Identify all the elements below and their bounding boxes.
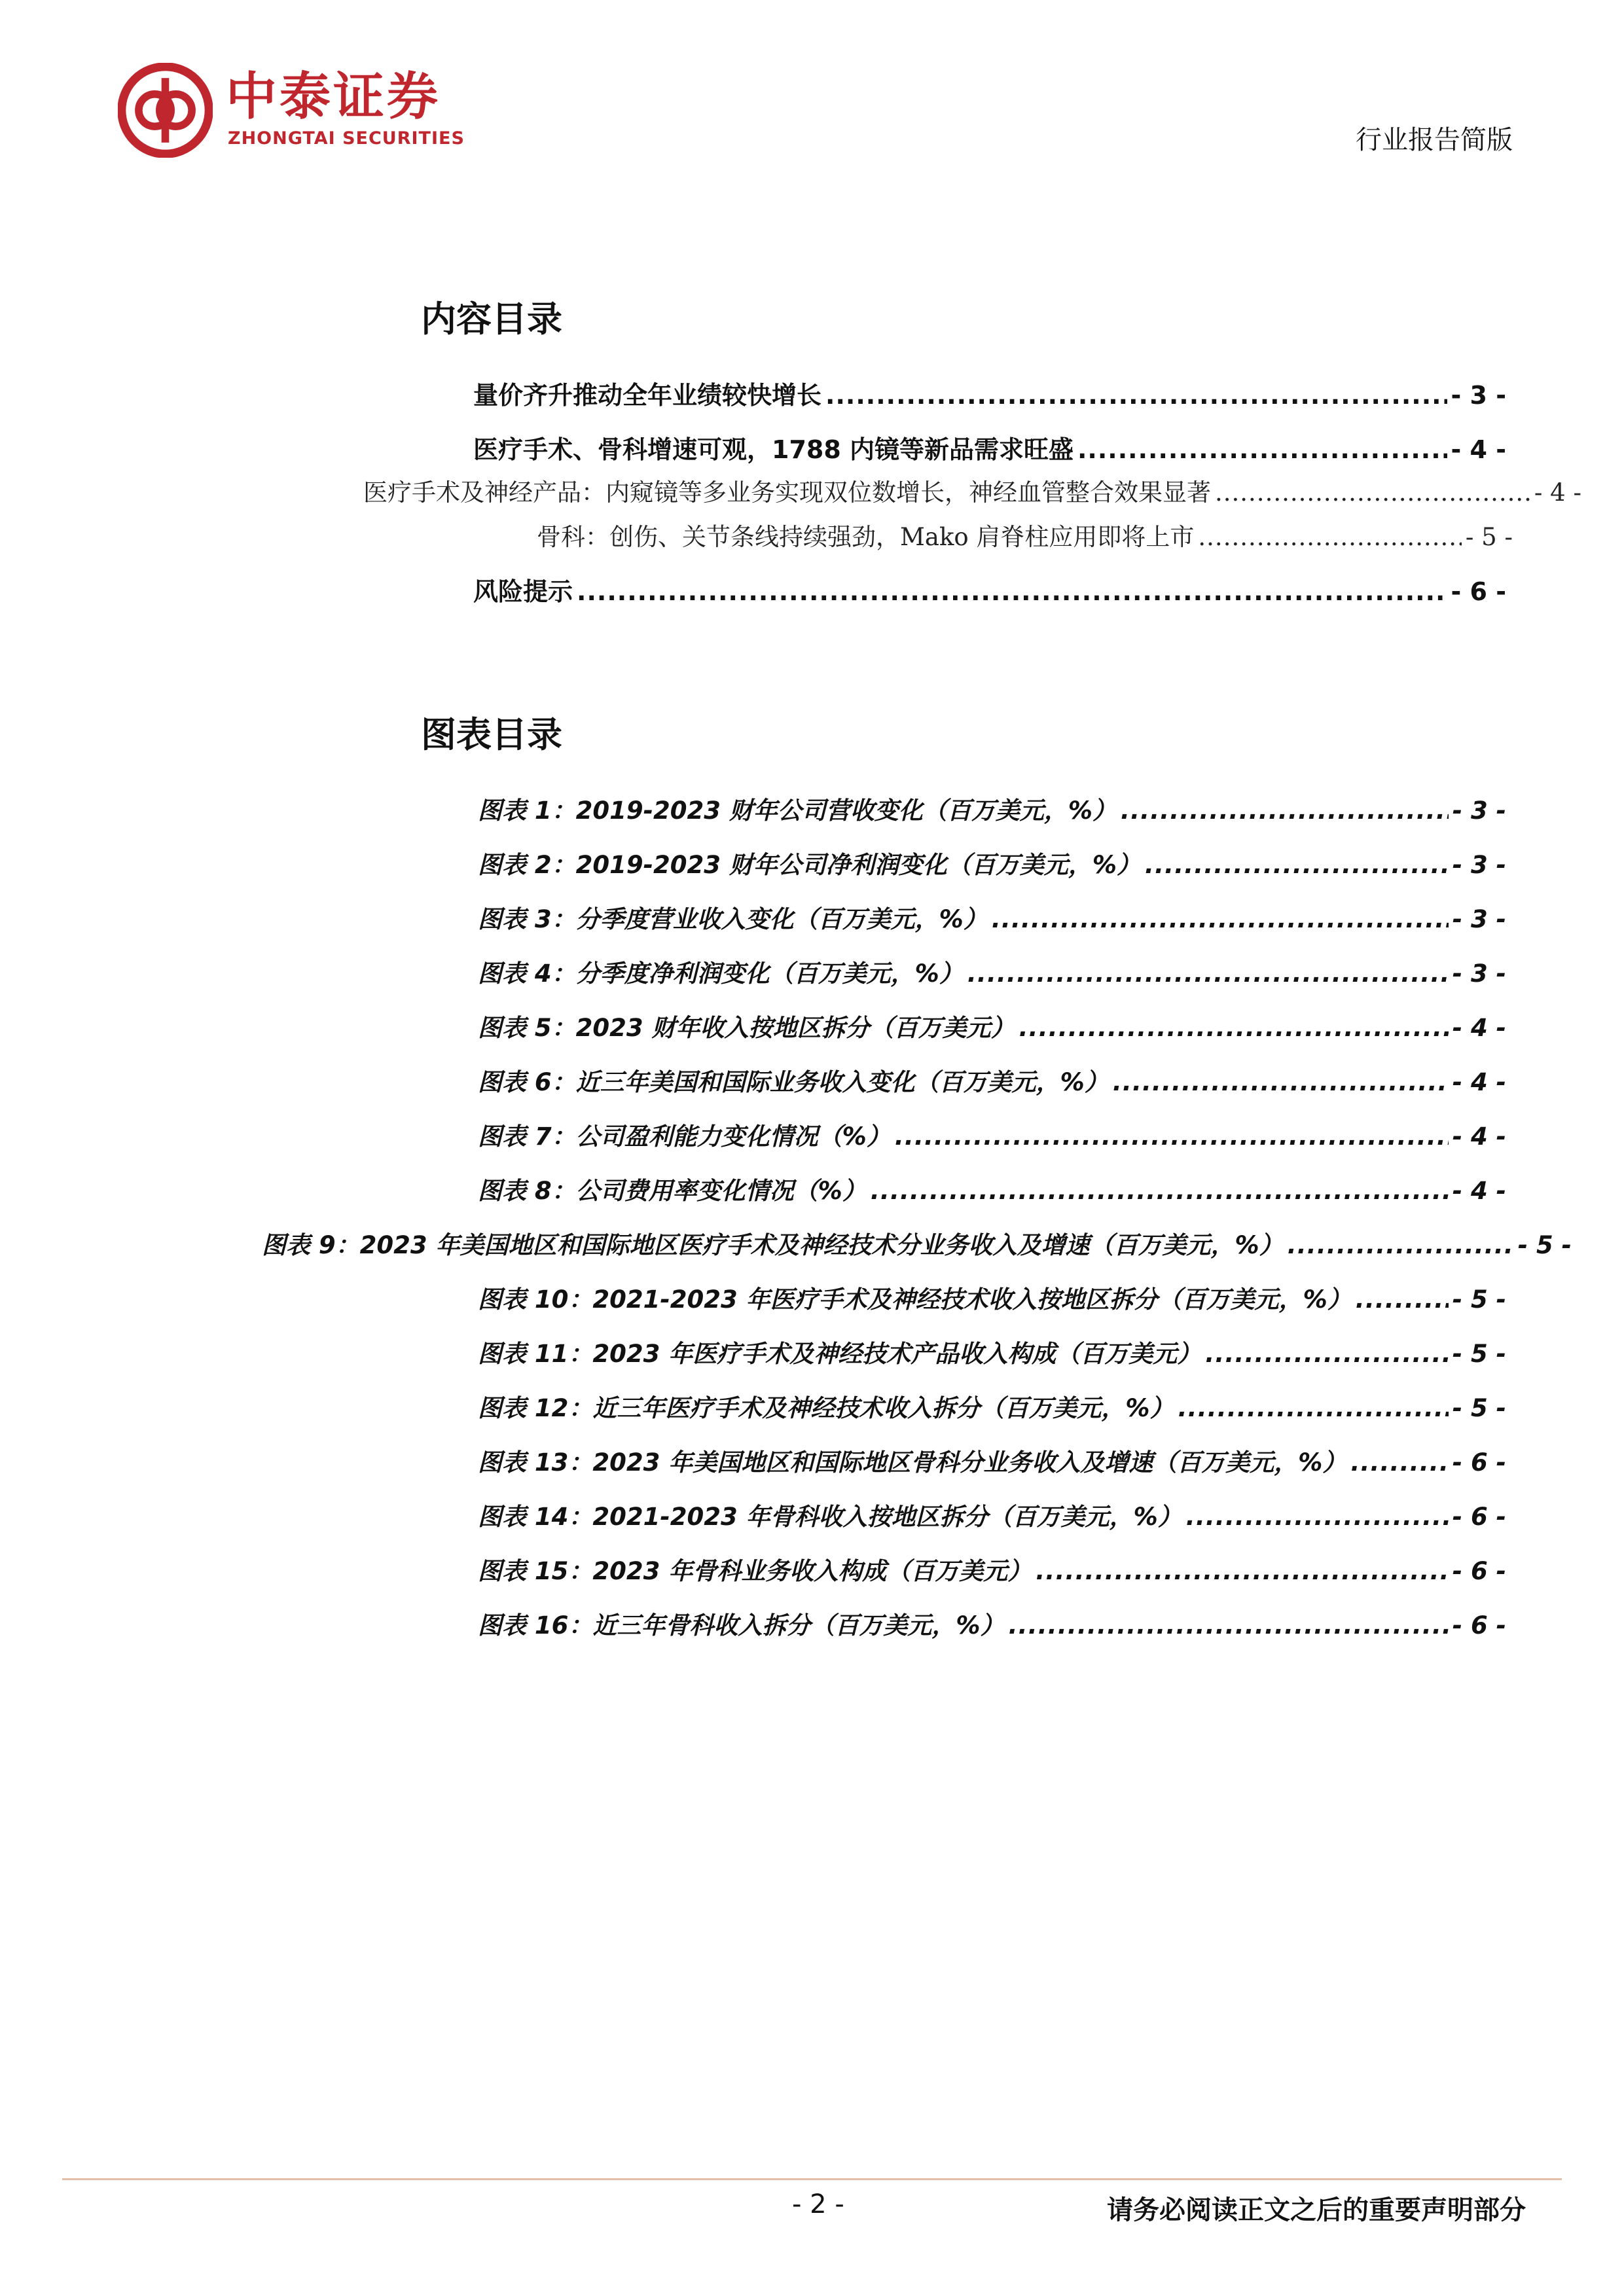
footer-disclaimer: 请务必阅读正文之后的重要声明部分 xyxy=(1107,2195,1526,2225)
figure-item-label: 图表 3：分季度营业收入变化（百万美元，%） xyxy=(478,905,988,933)
toc-item-page: - 3 - xyxy=(1451,381,1506,410)
toc-leader-dots xyxy=(871,1177,1449,1205)
figure-item[interactable] xyxy=(478,1334,1506,1373)
toc-item-page: - 4 - xyxy=(1451,435,1506,464)
report-type-label: 行业报告简版 xyxy=(1356,125,1513,155)
toc-leader-dots xyxy=(992,905,1449,933)
figure-item[interactable] xyxy=(478,1605,1506,1645)
toc-leader-dots xyxy=(1008,1611,1448,1640)
figure-item-label: 图表 6：近三年美国和国际业务收入变化（百万美元，%） xyxy=(478,1068,1109,1096)
toc-leader-dots xyxy=(1077,435,1447,464)
figure-item-label: 图表 13：2023 年美国地区和国际地区骨科分业务收入及增速（百万美元，%） xyxy=(478,1448,1347,1477)
figure-item-label: 图表 12：近三年医疗手术及神经技术收入拆分（百万美元，%） xyxy=(478,1394,1174,1422)
toc-leader-dots xyxy=(1145,851,1449,879)
figure-item-label: 图表 15：2023 年骨科业务收入构成（百万美元） xyxy=(478,1557,1032,1585)
toc-leader-dots xyxy=(1178,1394,1448,1422)
figure-item[interactable] xyxy=(478,1117,1506,1156)
toc-item-label: 量价齐升推动全年业绩较快增长 xyxy=(473,381,822,410)
figure-item-label: 图表 7：公司盈利能力变化情况（%） xyxy=(478,1122,891,1151)
figure-item-page: - 6 - xyxy=(1452,1611,1506,1640)
figure-item[interactable] xyxy=(478,1388,1506,1427)
toc-item-page: - 6 - xyxy=(1451,577,1506,606)
figure-item[interactable] xyxy=(262,1225,1572,1265)
figure-item[interactable] xyxy=(478,1280,1506,1319)
toc-item[interactable] xyxy=(473,375,1506,414)
figure-item-page: - 5 - xyxy=(1452,1285,1506,1314)
figure-item[interactable] xyxy=(478,1551,1506,1590)
figure-item[interactable] xyxy=(478,1062,1506,1102)
toc-item[interactable] xyxy=(473,429,1506,469)
figure-item-label: 图表 8：公司费用率变化情况（%） xyxy=(478,1177,867,1205)
figure-item-label: 图表 9：2023 年美国地区和国际地区医疗手术及神经技术分业务收入及增速（百万美元，%） xyxy=(262,1231,1284,1259)
figure-item[interactable] xyxy=(478,1008,1506,1047)
toc-leader-dots xyxy=(1186,1503,1449,1531)
figure-item-page: - 3 - xyxy=(1452,797,1506,825)
figure-item[interactable] xyxy=(478,954,1506,993)
figure-item-page: - 3 - xyxy=(1452,905,1506,933)
figure-item[interactable] xyxy=(478,845,1506,884)
toc-item-label: 骨科：创伤、关节条线持续强劲，Mako 肩脊柱应用即将上市 xyxy=(537,523,1195,551)
zhongtai-logo-icon xyxy=(118,63,213,158)
figure-item-label: 图表 14：2021-2023 年骨科收入按地区拆分（百万美元，%） xyxy=(478,1503,1182,1531)
figure-item-label: 图表 4：分季度净利润变化（百万美元，%） xyxy=(478,960,964,988)
company-logo xyxy=(118,63,511,161)
figure-item-page: - 4 - xyxy=(1452,1068,1506,1096)
toc-item-page: - 4 - xyxy=(1534,478,1581,507)
toc-subitem[interactable] xyxy=(363,473,1581,512)
toc-leader-dots xyxy=(1356,1285,1449,1314)
toc-leader-dots xyxy=(967,960,1449,988)
toc-leader-dots xyxy=(1113,1068,1449,1096)
toc-leader-dots xyxy=(825,381,1447,410)
figure-item-page: - 6 - xyxy=(1452,1503,1506,1531)
toc-leader-dots xyxy=(895,1122,1449,1151)
figure-item-page: - 5 - xyxy=(1452,1394,1506,1422)
toc-leader-dots xyxy=(1215,478,1530,507)
toc-leader-dots xyxy=(1036,1557,1449,1585)
brand-name-cn: 中泰证券 xyxy=(226,67,441,126)
figure-item-page: - 4 - xyxy=(1452,1177,1506,1205)
figure-item-label: 图表 2：2019-2023 财年公司净利润变化（百万美元，%） xyxy=(478,851,1141,879)
toc-leader-dots xyxy=(1350,1448,1448,1477)
figure-item-page: - 4 - xyxy=(1452,1122,1506,1151)
figure-item-label: 图表 11：2023 年医疗手术及神经技术产品收入构成（百万美元） xyxy=(478,1340,1202,1368)
toc-leader-dots xyxy=(1198,523,1462,551)
figure-item-page: - 6 - xyxy=(1452,1557,1506,1585)
figure-item[interactable] xyxy=(478,1443,1506,1482)
toc-leader-dots xyxy=(577,577,1447,606)
toc-item[interactable] xyxy=(473,571,1506,611)
footer-divider xyxy=(62,2178,1562,2180)
toc-item-label: 医疗手术、骨科增速可观，1788 内镜等新品需求旺盛 xyxy=(473,435,1074,464)
toc-leader-dots xyxy=(1019,1014,1449,1042)
figure-item-page: - 3 - xyxy=(1452,851,1506,879)
brand-name-en: ZHONGTAI SECURITIES xyxy=(228,128,465,149)
toc-leader-dots xyxy=(1205,1340,1449,1368)
toc-subitem[interactable] xyxy=(537,517,1513,556)
figure-item[interactable] xyxy=(478,1171,1506,1210)
toc-item-page: - 5 - xyxy=(1465,523,1513,551)
toc-leader-dots xyxy=(1288,1231,1514,1259)
toc-leader-dots xyxy=(1121,797,1449,825)
toc-title: 内容目录 xyxy=(421,298,562,340)
figure-item-label: 图表 16：近三年骨科收入拆分（百万美元，%） xyxy=(478,1611,1005,1640)
figure-item-label: 图表 5：2023 财年收入按地区拆分（百万美元） xyxy=(478,1014,1015,1042)
figures-title: 图表目录 xyxy=(421,713,562,755)
figure-item-page: - 3 - xyxy=(1452,960,1506,988)
figure-item-page: - 6 - xyxy=(1452,1448,1506,1477)
page-number: - 2 - xyxy=(792,2189,844,2219)
toc-item-label: 风险提示 xyxy=(473,577,573,606)
figure-item-page: - 5 - xyxy=(1517,1231,1572,1259)
figure-item-label: 图表 10：2021-2023 年医疗手术及神经技术收入按地区拆分（百万美元，%） xyxy=(478,1285,1352,1314)
figure-item-label: 图表 1：2019-2023 财年公司营收变化（百万美元，%） xyxy=(478,797,1117,825)
figure-item[interactable] xyxy=(478,1497,1506,1536)
figure-item[interactable] xyxy=(478,791,1506,830)
figure-item[interactable] xyxy=(478,899,1506,939)
figure-item-page: - 5 - xyxy=(1452,1340,1506,1368)
toc-item-label: 医疗手术及神经产品：内窥镜等多业务实现双位数增长，神经血管整合效果显著 xyxy=(363,478,1211,507)
figure-item-page: - 4 - xyxy=(1452,1014,1506,1042)
